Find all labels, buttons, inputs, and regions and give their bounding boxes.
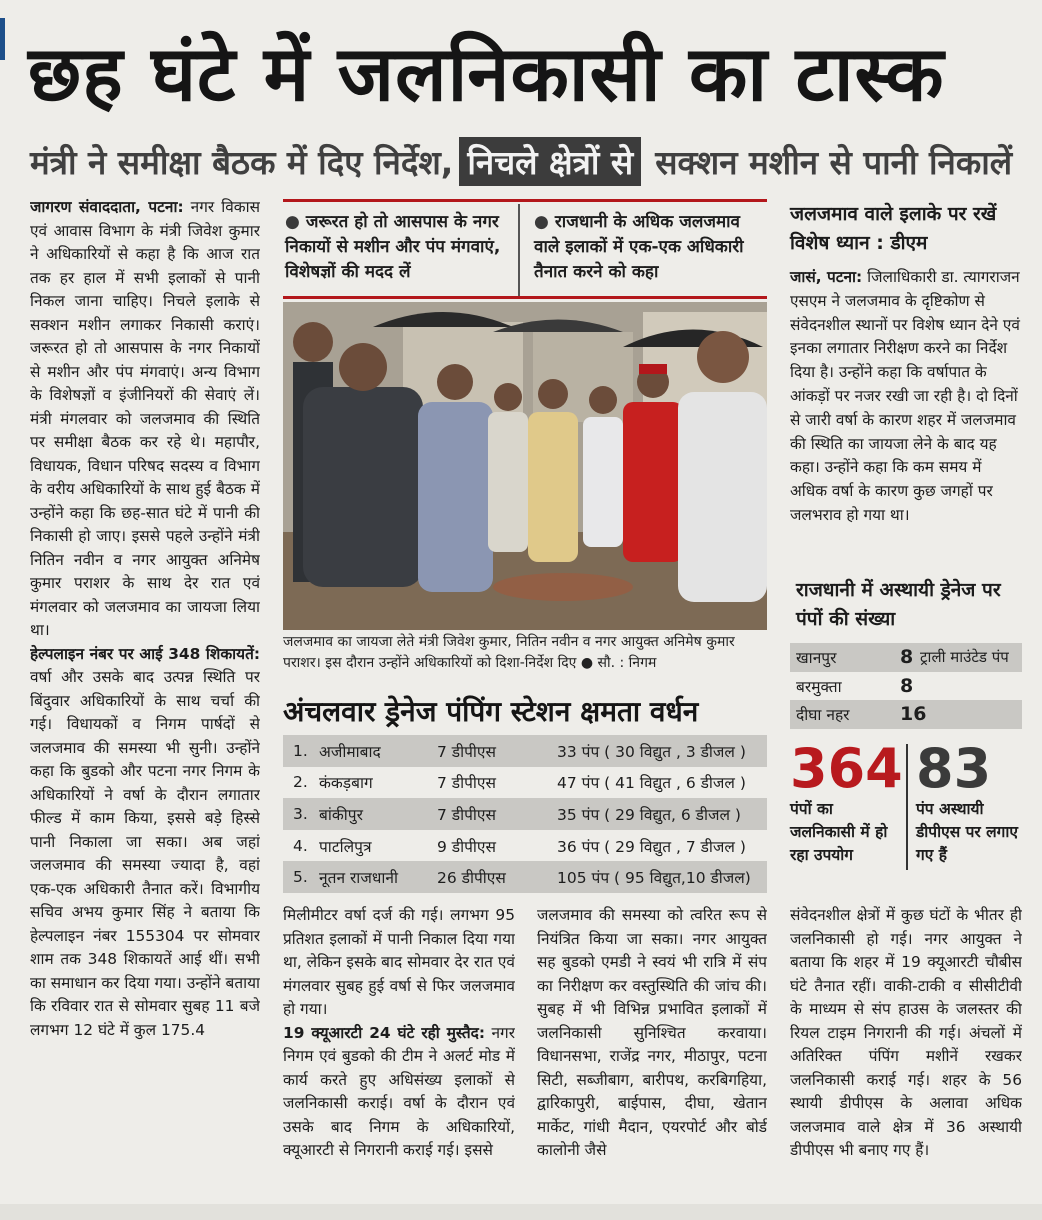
subhead-highlight: निचले क्षेत्रों से bbox=[459, 137, 641, 186]
stat-pumps-used bbox=[790, 737, 903, 867]
highlight-bullets bbox=[283, 204, 767, 296]
photo-caption: जलजमाव का जायजा लेते मंत्री जिवेश कुमार, नितिन नवीन व नगर आयुक्त अनिमेष कुमार पराशर। इस दौरान उन्होंने अधिकारियों को दिशा-निर्देश दिए ● सौ. : निगम bbox=[283, 634, 735, 671]
pump-place: खानपुर bbox=[796, 649, 837, 668]
pump-table bbox=[790, 643, 1022, 729]
stat-label: पंपों का जलनिकासी में हो रहा उपयोग bbox=[790, 800, 888, 864]
table-row bbox=[283, 767, 767, 799]
table-row bbox=[283, 735, 767, 767]
zone-name: कंकड़बाग bbox=[319, 774, 373, 793]
dps-count: 7 डीपीएस bbox=[437, 805, 496, 824]
stat-temporary-dps bbox=[916, 737, 1022, 867]
zone-name: पाटलिपुत्र bbox=[319, 837, 372, 856]
article-para-4 bbox=[283, 1022, 515, 1163]
article-column-4 bbox=[790, 904, 1022, 1194]
article-text-6: संवेदनशील क्षेत्रों में कुछ घंटों के भीतर ही जलनिकासी हो गई। नगर आयुक्त ने बताया कि शहर में 19 क्यूआरटी चौबीस घंटे तैनात रहीं। वाकी-टाकी व सीसीटीवी के माध्यम से संप हाउस के जलस्तर की रियल टाइम निगरानी की गई। अंचलों में अतिरिक्त पंपिंग मशीनें रखकर जलनिकासी कराई गई। शहर के 56 स्थायी डीपीएस के अलावा अधिक जलजमाव वाले क्षेत्र में 36 अस्थायी डीपीएस भी बनाए गए हैं। bbox=[790, 906, 1022, 1159]
zone-name: अजीमाबाद bbox=[319, 742, 381, 761]
edge-marker bbox=[0, 18, 5, 60]
side-story-text bbox=[790, 266, 1022, 528]
table-row bbox=[283, 861, 767, 893]
row-number: 5. bbox=[293, 868, 308, 887]
pump-count: 36 पंप ( 29 विद्युत , 7 डीजल ) bbox=[557, 837, 746, 856]
pump-row bbox=[790, 700, 1022, 729]
pump-count: 47 पंप ( 41 विद्युत , 6 डीजल ) bbox=[557, 774, 746, 793]
bullet-dot-icon: ● bbox=[534, 212, 549, 232]
bottom-rule bbox=[283, 296, 767, 299]
article-text-5: जलजमाव की समस्या को त्वरित रूप से नियंत्रित किया जा सका। नगर आयुक्त सह बुडको एमडी ने स्वयं भी रात्रि में संप का निरीक्षण कर वस्तुस्थिति की जांच की। सुबह में भी विभिन्न प्रभावित इलाकों में जलनिकासी सुनिश्चित करवाया। विधानसभा, राजेंद्र नगर, मीठापुर, पटना सिटी, सब्जीबाग, बारीपथ, करबिगहिया, द्वारिकापुरी, बाईपास, दीघा, खेतान मार्केट, गांधी मैदान, एयरपोर्ट और बोर्ड कालोनी जैसे bbox=[537, 906, 767, 1159]
side-story-title: जलजमाव वाले इलाके पर रखें विशेष ध्यान : डीएम bbox=[790, 203, 997, 254]
dps-count: 7 डीपीएस bbox=[437, 742, 496, 761]
pump-count: 105 पंप ( 95 विद्युत,10 डीजल) bbox=[557, 869, 751, 888]
top-rule bbox=[283, 199, 767, 202]
bullet-dot-icon: ● bbox=[285, 212, 300, 232]
dps-count: 9 डीपीएस bbox=[437, 837, 496, 856]
headline: छह घंटे में जलनिकासी का टास्क bbox=[28, 29, 945, 118]
side-story-body: जिलाधिकारी डा. त्यागराजन एसएम ने जलजमाव के दृष्टिकोण से संवेदनशील स्थानों पर विशेष ध्यान देने एवं इनका लगातार निरीक्षण करने का निर्देश दिया है। उन्होंने कहा कि वर्षापात के आंकड़ों पर नजर रखी जा रही है। दो दिनों से जारी वर्षा के कारण शहर में जलजमाव की स्थिति का जायजा लेने के बाद यह कहा। उन्होंने कहा कि कम समय में अधिक वर्षा के कारण कुछ जगहों पर जलभराव हो गया था। bbox=[790, 268, 1020, 524]
bullet-1 bbox=[283, 204, 518, 296]
byline: जागरण संवाददाता, पटना: bbox=[30, 198, 184, 216]
zone-name: नूतन राजधानी bbox=[319, 869, 398, 888]
pump-number: 8 bbox=[900, 674, 914, 697]
pump-row bbox=[790, 672, 1022, 701]
row-number: 1. bbox=[293, 741, 308, 760]
section-subhead-qrt: 19 क्यूआरटी 24 घंटे रही मुस्तैद: bbox=[283, 1023, 486, 1042]
news-photo bbox=[283, 302, 767, 630]
dps-count: 26 डीपीएस bbox=[437, 869, 506, 888]
article-text-2: वर्षा और उसके बाद उत्पन्न स्थिति पर बिंदुवार अधिकारियों के साथ चर्चा की गई। विधायकों व निगम पार्षदों से जलजमाव की समस्या भी सुनी। उन्होंने कहा कि बुडको और पटना नगर निगम के अधिकारियों ने वर्षा के दौरान लगातार फील्ड में काम किया, इससे बड़े हिस्से पानी निकाला जा सका। अब जहां जलजमाव की समस्या ज्यादा है, वहां एक-एक अधिकारी तैनात करें। विभागीय सचिव अभय कुमार सिंह ने बताया कि हेल्पलाइन नंबर 155304 पर सोमवार शाम तक 348 शिकायतें आई थीं। सभी का समाधान कर दिया गया। उन्होंने बताया कि रविवार रात से सोमवार सुबह 11 बजे लगभग 12 घंटे में कुल 175.4 bbox=[30, 668, 260, 1039]
pump-place: दीघा नहर bbox=[796, 706, 850, 725]
pump-stats bbox=[790, 737, 1022, 880]
table-row bbox=[283, 830, 767, 862]
article-para-2 bbox=[30, 643, 260, 1043]
subhead-part-1: मंत्री ने समीक्षा बैठक में दिए निर्देश, bbox=[30, 142, 454, 182]
pump-count: 33 पंप ( 30 विद्युत , 3 डीजल ) bbox=[557, 742, 746, 761]
row-number: 3. bbox=[293, 804, 308, 823]
stat-value-83: 83 bbox=[916, 737, 992, 800]
pump-count: 35 पंप ( 29 विद्युत, 6 डीजल ) bbox=[557, 805, 741, 824]
dps-count: 7 डीपीएस bbox=[437, 774, 496, 793]
stat-divider bbox=[906, 744, 908, 870]
article-column-2 bbox=[283, 904, 515, 1194]
subhead-part-2: सक्शन मशीन से पानी निकालें bbox=[655, 142, 1013, 182]
bullet-text-2: राजधानी के अधिक जलजमाव वाले इलाकों में एक-एक अधिकारी तैनात करने को कहा bbox=[534, 212, 744, 282]
article-column-3 bbox=[537, 904, 767, 1194]
drainage-capacity-table bbox=[283, 735, 767, 893]
row-number: 2. bbox=[293, 773, 308, 792]
article-text-1: नगर विकास एवं आवास विभाग के मंत्री जिवेश कुमार ने अधिकारियों से कहा है कि आज रात तक हर हाल में सभी इलाकों से पानी निकल जाना चाहिए। निचले इलाके से सक्शन मशीन लगाकर निकासी कराएं। जरूरत हो तो आसपास के नगर निकायों से मशीन और पंप मंगवाएं। अन्य विभाग के विशेषज्ञों व इंजीनियरों की सेवाएं लें। मंत्री मंगलवार को जलजमाव की स्थिति पर समीक्षा बैठक कर रहे थे। महापौर, विधायक, विधान परिषद सदस्य व विभाग के वरीय अधिकारियों के साथ हुई बैठक में उन्होंने कहा कि छह-सात घंटे में पानी की निकासी हो जाए। इससे पहले उन्होंने मंत्री नितिन नवीन व नगर आयुक्त अनिमेष कुमार पराशर के साथ देर रात एवं मंगलवार को जलजमाव का जायजा लिया था। bbox=[30, 198, 260, 639]
row-number: 4. bbox=[293, 836, 308, 855]
stat-label: पंप अस्थायी डीपीएस पर लगाए गए हैं bbox=[916, 800, 1018, 864]
table-title: अंचलवार ड्रेनेज पंपिंग स्टेशन क्षमता वर्धन bbox=[283, 695, 699, 728]
side-byline: जासं, पटना: bbox=[790, 268, 863, 286]
page-bottom-edge bbox=[0, 1204, 1042, 1220]
stat-value-364: 364 bbox=[790, 737, 903, 800]
pump-box-title: राजधानी में अस्थायी ड्रेनेज पर पंपों की संख्या bbox=[796, 579, 1001, 630]
article-column-1 bbox=[30, 196, 260, 1196]
subheadline bbox=[30, 134, 1030, 188]
pump-number: 8 bbox=[900, 646, 914, 669]
table-row bbox=[283, 798, 767, 830]
pump-number: 16 bbox=[900, 703, 927, 726]
pump-desc: ट्राली माउंटेड पंप bbox=[920, 648, 1009, 667]
article-text-4: नगर निगम एवं बुडको की टीम ने अलर्ट मोड में कार्य करते हुए अधिसंख्य इलाकों से जलनिकासी कराई। वर्षा के दौरान एवं उसके बाद निगम के अधिकारियों, क्यूआरटी से निगरानी कराई गई। इससे bbox=[283, 1023, 515, 1159]
zone-name: बांकीपुर bbox=[319, 805, 363, 824]
bullet-2 bbox=[518, 204, 767, 296]
article-text-3: मिलीमीटर वर्षा दर्ज की गई। लगभग 95 प्रतिशत इलाकों में पानी निकाल दिया गया था, लेकिन इसके बाद सोमवार देर रात एवं मंगलवार सुबह हुई वर्षा से फिर जलजमाव हो गया। bbox=[283, 906, 515, 1018]
bullet-text-1: जरूरत हो तो आसपास के नगर निकायों से मशीन और पंप मंगवाएं, विशेषज्ञों की मदद लें bbox=[285, 212, 501, 282]
pump-row bbox=[790, 643, 1022, 672]
article-para-1 bbox=[30, 196, 260, 643]
photo-illustration bbox=[283, 302, 767, 630]
section-subhead-helpline: हेल्पलाइन नंबर पर आई 348 शिकायतें: bbox=[30, 644, 260, 663]
pump-place: बरमुक्ता bbox=[796, 677, 842, 696]
